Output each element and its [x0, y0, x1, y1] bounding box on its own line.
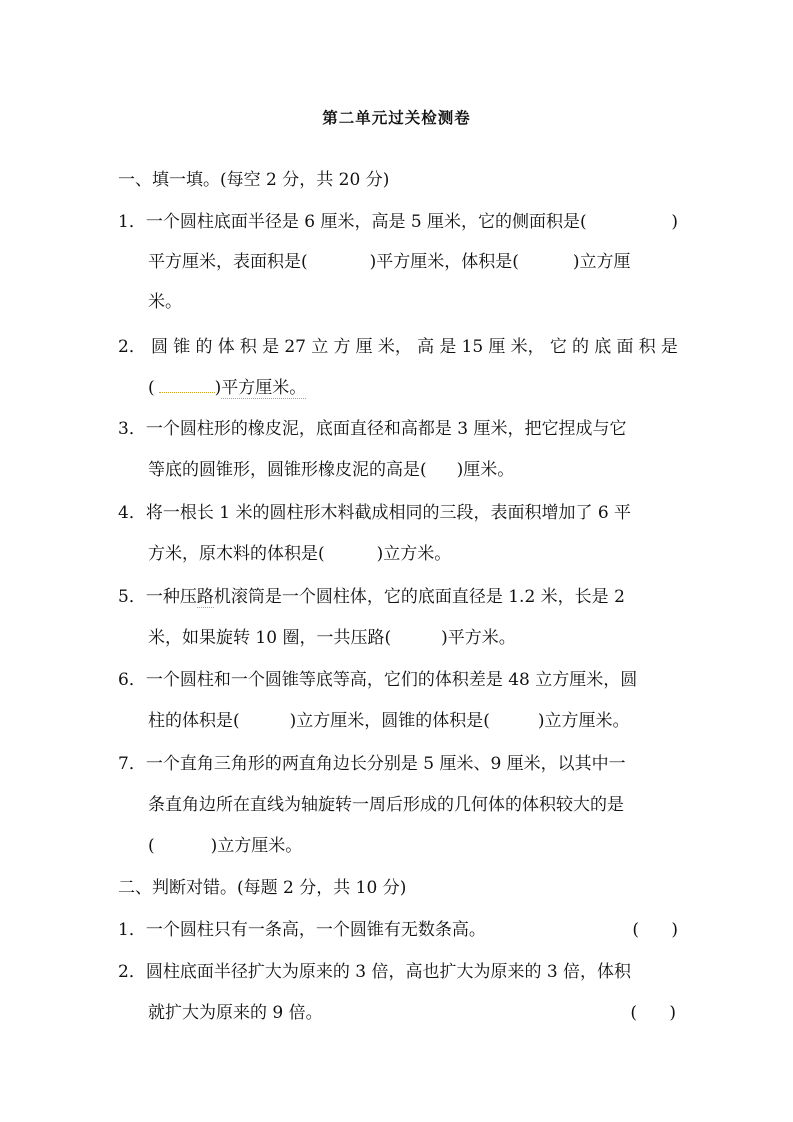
s2-q1-text: 1．一个圆柱只有一条高，一个圆锥有无数条高。	[118, 920, 486, 940]
s1-q1-text: 1．一个圆柱底面半径是 6 厘米，高是 5 厘米，它的侧面积是(	[118, 212, 587, 232]
s1-q2-token: 立	[311, 337, 329, 357]
s1-q2-token: 它	[549, 337, 567, 357]
s1-q6-line2	[148, 709, 676, 733]
s1-q1-line2c: )立方厘	[572, 252, 631, 272]
s1-q2-token: 27	[284, 337, 306, 357]
s1-q2-token: 米，	[377, 337, 412, 357]
s1-q2-token: 的	[195, 337, 213, 357]
s2-q1-line	[118, 918, 678, 942]
s2-q1-answer-box[interactable]: ( )	[632, 920, 678, 940]
s1-q6-line1: 6．一个圆柱和一个圆锥等底等高，它们的体积差是 48 立方厘米，圆	[118, 670, 638, 690]
s1-q2-blank[interactable]	[159, 392, 215, 393]
s1-q4-line2	[148, 542, 676, 566]
s1-q2-token: 2．	[118, 337, 146, 357]
s1-q1-line3: 米。	[148, 292, 182, 312]
s1-q2-token: 是	[660, 337, 678, 357]
s1-q2-token: 厘	[488, 337, 506, 357]
s1-q2-token: 积	[638, 337, 656, 357]
s1-q1-line2a: 平方厘米，表面积是(	[148, 252, 308, 272]
s1-q2-token: 面	[616, 337, 634, 357]
s1-q2-token: 是	[262, 337, 280, 357]
s1-q7-line3	[148, 834, 676, 858]
s1-q2-token: 是	[439, 337, 457, 357]
section2-heading: 二、判断对错。(每题 2 分，共 10 分)	[118, 878, 407, 898]
s1-q2-token: 锥	[173, 337, 191, 357]
s1-q2-token: 的	[572, 337, 590, 357]
s1-q3-line1: 3．一个圆柱形的橡皮泥，底面直径和高都是 3 厘米，把它捏成与它	[118, 419, 627, 439]
s1-q2-token: 厘	[355, 337, 373, 357]
s1-q7-line2: 条直角边所在直线为轴旋转一周后形成的几何体的体积较大的是	[148, 795, 624, 815]
s1-q2-token: 高	[417, 337, 435, 357]
s1-q5-line1a: 5．一种压	[118, 587, 197, 607]
s1-q5-line1c: 机滚筒是一个圆柱体，它的底面直径是 1.2 米，长是 2	[213, 587, 625, 607]
s1-q2-token: 底	[594, 337, 612, 357]
s1-q5-line2	[148, 626, 676, 650]
s1-q2-line2	[148, 376, 676, 400]
s1-q5-line1b: 路	[196, 587, 214, 607]
s1-q4-line2b: )立方米。	[376, 544, 452, 564]
s1-q6-line2b: )立方厘米，圆锥的体积是(	[289, 711, 490, 731]
s1-q2-token: 15	[461, 337, 484, 357]
s1-q1-line1	[118, 210, 678, 234]
s1-q2-token: 体	[217, 337, 235, 357]
s1-q2-unit: 平方厘米。	[221, 378, 307, 398]
s1-q5-line1	[118, 585, 678, 609]
s1-q1-blank1-close: )	[671, 212, 678, 232]
s1-q4-line2a: 方米，原木料的体积是(	[148, 544, 325, 564]
s1-q2-token: 积	[239, 337, 257, 357]
s1-q2-line1	[118, 335, 678, 359]
s1-q2-open-paren: (	[148, 378, 155, 398]
s2-q2-answer-box[interactable]: ( )	[630, 1003, 676, 1023]
s2-q2-line2-text: 就扩大为原来的 9 倍。	[148, 1003, 323, 1023]
s1-q3-line2a: 等底的圆锥形，圆锥形橡皮泥的高是(	[148, 460, 427, 480]
s1-q2-token: 圆	[151, 337, 169, 357]
s1-q7-line1: 7．一个直角三角形的两直角边长分别是 5 厘米、9 厘米，以其中一	[118, 754, 626, 774]
s1-q2-token: 米，	[510, 337, 545, 357]
s1-q1-line2b: )平方厘米，体积是(	[369, 252, 519, 272]
s2-q2-line1: 2．圆柱底面半径扩大为原来的 3 倍，高也扩大为原来的 3 倍，体积	[118, 962, 632, 982]
s1-q2-close-paren: )	[214, 378, 222, 398]
s1-q6-line2a: 柱的体积是(	[148, 711, 240, 731]
section1-heading: 一、填一填。(每空 2 分，共 20 分)	[118, 170, 390, 190]
page-title: 第二单元过关检测卷	[322, 109, 471, 127]
s1-q7-open-paren: (	[148, 836, 155, 856]
s1-q2-token: 方	[333, 337, 351, 357]
s1-q6-line2c: )立方厘米。	[537, 711, 630, 731]
s1-q1-line2	[148, 250, 676, 274]
s1-q4-line1: 4．将一根长 1 米的圆柱形木料截成相同的三段，表面积增加了 6 平	[118, 503, 632, 523]
s1-q5-line2a: 米，如果旋转 10 圈，一共压路(	[148, 628, 392, 648]
s1-q3-line2	[148, 458, 676, 482]
s2-q2-line2	[148, 1001, 676, 1025]
s1-q7-line3b: )立方厘米。	[210, 836, 303, 856]
s1-q3-line2b: )厘米。	[456, 460, 515, 480]
s1-q5-line2b: )平方米。	[441, 628, 516, 648]
